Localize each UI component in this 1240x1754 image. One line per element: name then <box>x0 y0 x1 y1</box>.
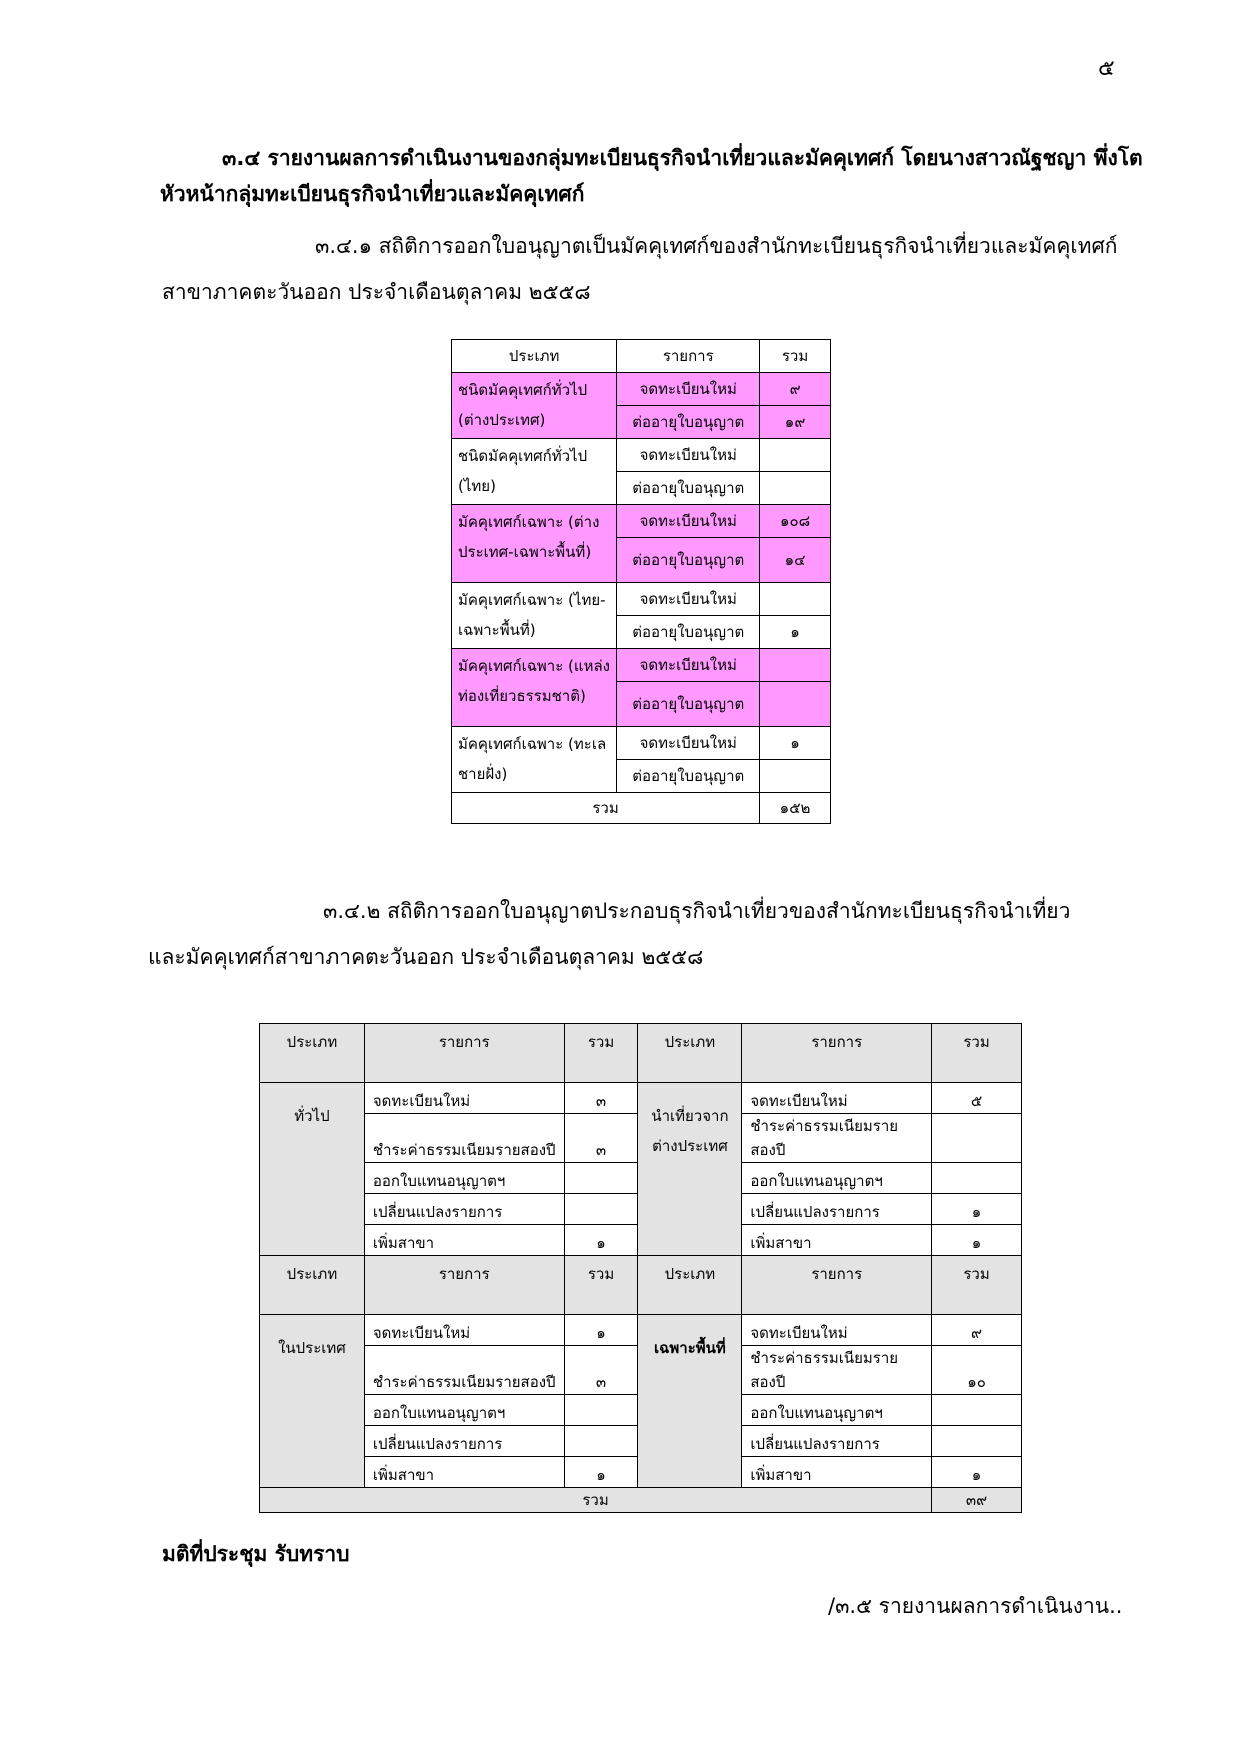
item-value: ๕ <box>932 1083 1022 1114</box>
item-renewal: ต่ออายุใบอนุญาต <box>617 760 760 793</box>
item-new-registration: จดทะเบียนใหม่ <box>617 439 760 472</box>
item-label: จดทะเบียนใหม่ <box>364 1315 564 1346</box>
guide-license-table <box>451 339 831 824</box>
group-name: ทั่วไป <box>260 1083 365 1256</box>
value-new: ๙ <box>760 373 831 406</box>
value-renew <box>760 760 831 793</box>
header-total: รวม <box>760 340 831 373</box>
header-item: รายการ <box>364 1256 564 1315</box>
item-label: จดทะเบียนใหม่ <box>742 1315 932 1346</box>
header-item: รายการ <box>742 1024 932 1083</box>
item-value: ๓ <box>564 1083 638 1114</box>
section-1-line-2: สาขาภาคตะวันออก ประจำเดือนตุลาคม ๒๕๕๘ <box>162 280 591 304</box>
item-label: ออกใบแทนอนุญาตฯ <box>364 1163 564 1194</box>
item-value <box>564 1163 638 1194</box>
value-renew: ๑๙ <box>760 406 831 439</box>
value-new <box>760 583 831 616</box>
section-1-line-1: ๓.๔.๑ สถิติการออกใบอนุญาตเป็นมัคคุเทศก์ของสำนักทะเบียนธุรกิจนำเที่ยวและมัคคุเทศก์ <box>315 234 1118 258</box>
item-value: ๑ <box>564 1457 638 1488</box>
guide-category: มัคคุเทศก์เฉพาะ (ต่างประเทศ-เฉพาะพื้นที่) <box>452 505 617 583</box>
header-total: รวม <box>932 1024 1022 1083</box>
item-value: ๓ <box>564 1114 638 1163</box>
item-new-registration: จดทะเบียนใหม่ <box>617 505 760 538</box>
table-row <box>452 373 831 406</box>
heading-line-2: หัวหน้ากลุ่มทะเบียนธุรกิจนำเที่ยวและมัคคุเทศก์ <box>160 182 585 206</box>
item-new-registration: จดทะเบียนใหม่ <box>617 373 760 406</box>
item-value <box>564 1194 638 1225</box>
item-renewal: ต่ออายุใบอนุญาต <box>617 538 760 583</box>
item-renewal: ต่ออายุใบอนุญาต <box>617 472 760 505</box>
item-value: ๓ <box>564 1346 638 1395</box>
item-label: เปลี่ยนแปลงรายการ <box>364 1194 564 1225</box>
item-renewal: ต่ออายุใบอนุญาต <box>617 616 760 649</box>
section-2-line-1: ๓.๔.๒ สถิติการออกใบอนุญาตประกอบธุรกิจนำเที่ยวของสำนักทะเบียนธุรกิจนำเที่ยว <box>323 899 1071 923</box>
value-new <box>760 439 831 472</box>
section-1-intro <box>162 223 1118 315</box>
header-type: ประเภท <box>260 1024 365 1083</box>
item-label: เพิ่มสาขา <box>364 1457 564 1488</box>
header-type: ประเภท <box>638 1256 742 1315</box>
item-label: เพิ่มสาขา <box>742 1457 932 1488</box>
item-label: เพิ่มสาขา <box>364 1225 564 1256</box>
total-value: ๑๕๒ <box>760 793 831 824</box>
table-row <box>452 439 831 472</box>
item-label: จดทะเบียนใหม่ <box>742 1083 932 1114</box>
item-value: ๑ <box>932 1194 1022 1225</box>
table-row <box>452 649 831 682</box>
total-row <box>452 793 831 824</box>
item-label: ออกใบแทนอนุญาตฯ <box>742 1395 932 1426</box>
guide-category: ชนิดมัคคุเทศก์ทั่วไป (ต่างประเทศ) <box>452 373 617 439</box>
value-new: ๑๐๘ <box>760 505 831 538</box>
section-2-line-2: และมัคคุเทศก์สาขาภาคตะวันออก ประจำเดือนตุลาคม ๒๕๕๘ <box>148 945 704 969</box>
meeting-resolution: มติที่ประชุม รับทราบ <box>162 1542 350 1566</box>
item-value <box>932 1426 1022 1457</box>
item-value <box>932 1395 1022 1426</box>
item-value <box>932 1114 1022 1163</box>
table-header-row <box>260 1024 1022 1083</box>
item-label: เปลี่ยนแปลงรายการ <box>364 1426 564 1457</box>
header-total: รวม <box>564 1024 638 1083</box>
table-row <box>260 1083 1022 1114</box>
total-row <box>260 1488 1022 1513</box>
guide-category: ชนิดมัคคุเทศก์ทั่วไป (ไทย) <box>452 439 617 505</box>
item-new-registration: จดทะเบียนใหม่ <box>617 583 760 616</box>
tour-business-license-table <box>259 1023 1022 1513</box>
item-label: ออกใบแทนอนุญาตฯ <box>742 1163 932 1194</box>
header-type: ประเภท <box>452 340 617 373</box>
guide-category: มัคคุเทศก์เฉพาะ (แหล่งท่องเที่ยวธรรมชาติ) <box>452 649 617 727</box>
group-name: นำเที่ยวจากต่างประเทศ <box>638 1083 742 1256</box>
table-row <box>452 505 831 538</box>
total-label: รวม <box>452 793 760 824</box>
header-item: รายการ <box>742 1256 932 1315</box>
value-renew: ๑ <box>760 616 831 649</box>
item-value <box>932 1163 1022 1194</box>
item-label: เพิ่มสาขา <box>742 1225 932 1256</box>
value-new <box>760 649 831 682</box>
total-label: รวม <box>260 1488 932 1513</box>
item-renewal: ต่ออายุใบอนุญาต <box>617 406 760 439</box>
guide-category: มัคคุเทศก์เฉพาะ (ไทย-เฉพาะพื้นที่) <box>452 583 617 649</box>
item-value: ๑ <box>564 1315 638 1346</box>
item-value: ๑ <box>932 1225 1022 1256</box>
header-total: รวม <box>932 1256 1022 1315</box>
header-item: รายการ <box>364 1024 564 1083</box>
item-label: เปลี่ยนแปลงรายการ <box>742 1194 932 1225</box>
table-row <box>260 1315 1022 1346</box>
item-value: ๑๐ <box>932 1346 1022 1395</box>
value-renew <box>760 472 831 505</box>
guide-category: มัคคุเทศก์เฉพาะ (ทะเลชายฝั่ง) <box>452 727 617 793</box>
item-label: ชำระค่าธรรมเนียมรายสองปี <box>742 1114 932 1163</box>
item-renewal: ต่ออายุใบอนุญาต <box>617 682 760 727</box>
next-section-reference: /๓.๕ รายงานผลการดำเนินงาน.. <box>828 1594 1123 1618</box>
value-new: ๑ <box>760 727 831 760</box>
heading-line-1: ๓.๔ รายงานผลการดำเนินงานของกลุ่มทะเบียนธุรกิจนำเที่ยวและมัคคุเทศก์ โดยนางสาวณัฐชญา พึ่งโต <box>222 146 1143 170</box>
item-value: ๑ <box>932 1457 1022 1488</box>
group-name: เฉพาะพื้นที่ <box>638 1315 742 1488</box>
header-type: ประเภท <box>638 1024 742 1083</box>
item-value <box>564 1395 638 1426</box>
item-label: จดทะเบียนใหม่ <box>364 1083 564 1114</box>
item-new-registration: จดทะเบียนใหม่ <box>617 727 760 760</box>
item-label: ชำระค่าธรรมเนียมรายสองปี <box>364 1114 564 1163</box>
value-renew <box>760 682 831 727</box>
section-2-intro <box>148 888 1070 980</box>
value-renew: ๑๔ <box>760 538 831 583</box>
table-row <box>452 727 831 760</box>
item-label: ชำระค่าธรรมเนียมรายสองปี <box>364 1346 564 1395</box>
table-row <box>452 583 831 616</box>
total-value: ๓๙ <box>932 1488 1022 1513</box>
header-type: ประเภท <box>260 1256 365 1315</box>
item-value: ๑ <box>564 1225 638 1256</box>
item-value: ๙ <box>932 1315 1022 1346</box>
item-value <box>564 1426 638 1457</box>
item-label: ชำระค่าธรรมเนียมรายสองปี <box>742 1346 932 1395</box>
table-header-row <box>452 340 831 373</box>
page-number: ๕ <box>1098 56 1115 81</box>
item-label: ออกใบแทนอนุญาตฯ <box>364 1395 564 1426</box>
table-header-row <box>260 1256 1022 1315</box>
item-label: เปลี่ยนแปลงรายการ <box>742 1426 932 1457</box>
item-new-registration: จดทะเบียนใหม่ <box>617 649 760 682</box>
group-name: ในประเทศ <box>260 1315 365 1488</box>
header-total: รวม <box>564 1256 638 1315</box>
section-heading <box>160 140 1143 212</box>
header-item: รายการ <box>617 340 760 373</box>
